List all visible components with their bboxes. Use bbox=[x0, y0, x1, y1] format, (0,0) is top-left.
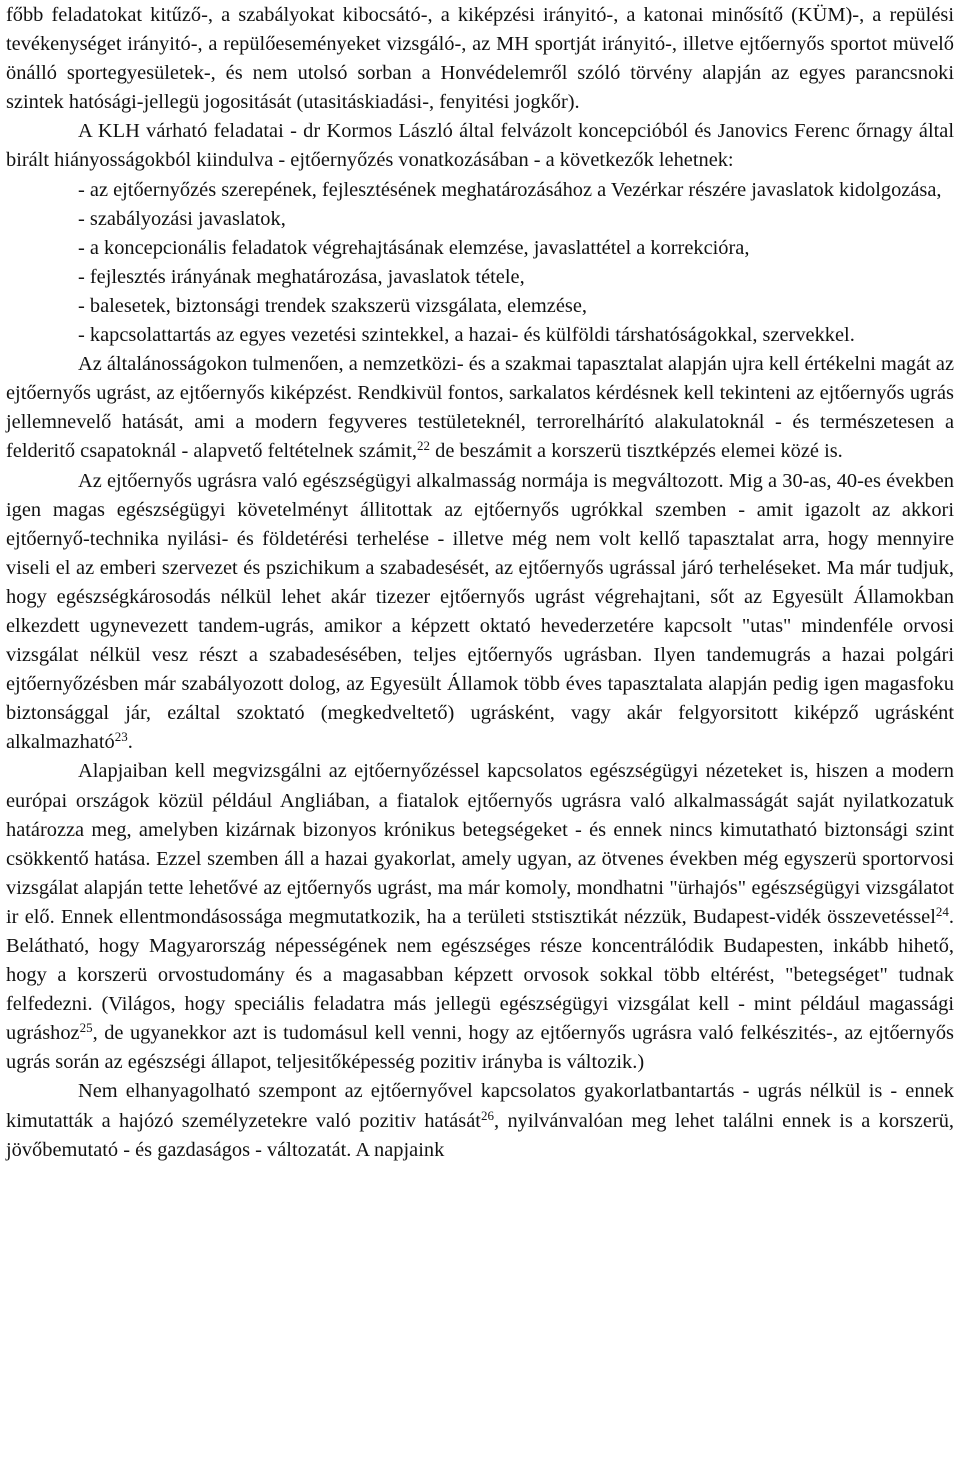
text-run: főbb feladatokat kitűző-, a szabályokat kibocsátó-, a kiképzési irányitó-, a katonai minősítő (KÜM)-, a repülési tevékenységet irányitó-, a repülőeseményeket vizsgáló-, az MH sportját irányitó-, illetve ejtőernyős sportot müvelő önálló sportegyesületek-, és nem utolsó sorban a Honvédelemről szóló törvény alapján az egyes parancsnoki szintek hatósági-jellegü jogositását (utasitáskiadási-, fenyitési jogkőr). bbox=[6, 4, 954, 114]
footnote-ref: 25 bbox=[79, 1020, 93, 1036]
text-run: - a koncepcionális feladatok végrehajtásának elemzése, javaslattétel a korrekcióra, bbox=[78, 236, 750, 259]
list-item bbox=[6, 205, 954, 234]
text-run: - kapcsolattartás az egyes vezetési szintekkel, a hazai- és külföldi társhatóságokkal, szervekkel. bbox=[78, 324, 855, 347]
text-run: - fejlesztés irányának meghatározása, javaslatok tétele, bbox=[78, 265, 525, 288]
text-run: . bbox=[127, 731, 133, 754]
text-run: Az általánosságokon tulmenően, a nemzetközi- és a szakmai tapasztalat alapján ujra kell értékelni magát az ejtőernyős ugrást, az ejtőernyős kiképzést. Rendkivül fontos, sarkalatos kérdésnek kell tekinteni az ejtőernyős ugrás jellemnevelő hatását, ami a modern fegyveres testületeknél, terrorelhárító alakulatoknál - és természetesen a felderitő csapatoknál - alapvető feltételnek számit, bbox=[6, 353, 954, 463]
text-run: Alapjaiban kell megvizsgálni az ejtőernyőzéssel kapcsolatos egészségügyi nézeteket is, hiszen a modern európai országok közül például Angliában, a fiatalok ejtőernyős ugrásra való alkalmasságát saját nyilatkozatuk határozza meg, amelyben kizárnak bizonyos krónikus betegségeket - és ennek nincs kimutatható biztonsági szint csökkentő hatása. Ezzel szemben áll a hazai gyakorlat, amely ugyan, az ötvenes években még egyszerü sportorvosi vizsgálat alapján tette lehetővé az ejtőernyős ugrást, ma már komoly, mondhatni "ürhajós" egészségügyi vizsgálatot ir elő. Ennek ellentmondásossága megmutatkozik, ha a területi ststisztikát nézzük, Budapest-vidék összevetéssel bbox=[6, 760, 954, 928]
list-item bbox=[6, 292, 954, 321]
text-run: - balesetek, biztonsági trendek szakszerü vizsgálata, elemzése, bbox=[78, 294, 587, 317]
footnote-ref: 22 bbox=[417, 438, 431, 454]
footnote-ref: 24 bbox=[935, 903, 949, 919]
paragraph bbox=[6, 757, 954, 1077]
text-run: A KLH várható feladatai - dr Kormos László által felvázolt koncepcióból és Janovics Ferenc őrnagy által birált hiányosságokból kiindulva - ejtőernyőzés vonatkozásában - a következők lehetnek: bbox=[6, 120, 954, 172]
paragraph bbox=[6, 467, 954, 758]
footnote-ref: 26 bbox=[480, 1107, 494, 1123]
paragraph bbox=[6, 1077, 954, 1164]
text-run: . Belátható, hogy Magyarország népességének nem egészséges része koncentrálódik Budapesten, inkább hihető, hogy a korszerü orvostudomány és a magasabban képzett orvosok sokkal több eltérést, "betegséget" tudnak felfedezni. (Világos, hogy speciális feladatra más jellegü egészségügyi vizsgálat kell - mint például magassági ugráshoz bbox=[6, 905, 954, 1045]
paragraph bbox=[6, 1, 954, 117]
list-item bbox=[6, 321, 954, 350]
paragraph bbox=[6, 350, 954, 466]
text-run: de beszámit a korszerü tisztképzés elemei közé is. bbox=[430, 440, 843, 463]
list-item bbox=[6, 176, 954, 205]
list-item bbox=[6, 263, 954, 292]
text-run: Nem elhanyagolható szempont az ejtőernyővel kapcsolatos gyakorlatbantartás - ugrás nélkül is - ennek kimutatták a hajózó személyzetekre való pozitiv hatását bbox=[6, 1080, 954, 1132]
text-run: , de ugyanekkor azt is tudomásul kell venni, hogy az ejtőernyős ugrásra való felkészités-, az ejtőernyős ugrás során az egészségi állapot, teljesitőképesség pozitiv irányba is változik.) bbox=[6, 1022, 954, 1074]
text-run: - az ejtőernyőzés szerepének, fejlesztésének meghatározásához a Vezérkar részére javaslatok kidolgozása, bbox=[78, 178, 942, 201]
paragraph bbox=[6, 117, 954, 175]
text-run: Az ejtőernyős ugrásra való egészségügyi alkalmasság normája is megváltozott. Mig a 30-as, 40-es években igen magas egészségügyi követelményt állitottak az ejtőernyős ugrókkal szemben - amit igazolt az akkori ejtőernyő-technika nyilási- és földetérési terhelése - illetve még nem volt kellő tapasztalat arra, hogy mennyire viseli el az emberi szervezet és pszichikum a szabadesését, az ejtőernyős ugrással járó terheléseket. Ma már tudjuk, hogy egészségkárosodás nélkül lehet akár tizezer ejtőernyős ugrást végrehajtani, sőt az Egyesült Államokban elkezdett ugynevezett tandem-ugrás, amikor a képzett oktató hevederzetére kapcsolt "utas" mindenféle orvosi vizsgálat nélkül vesz részt a szabadesésében, teljes ejtőernyős ugrásban. Ilyen tandemugrás a hazai polgári ejtőernyőzésben már szabályozott dolog, az Egyesült Államok több éves tapasztalata alapján pedig igen magasfoku biztonsággal jár, ezáltal szoktató (megkedveltető) ugrásként, vagy akár felgyorsitott kiképző ugrásként alkalmazható bbox=[6, 469, 954, 754]
text-run: , nyilvánvalóan meg lehet találni ennek is a korszerü, jövőbemutató - és gazdaságos - változatát. A napjaink bbox=[6, 1109, 954, 1161]
text-run: - szabályozási javaslatok, bbox=[78, 207, 286, 230]
footnote-ref: 23 bbox=[114, 729, 128, 745]
list-item bbox=[6, 234, 954, 263]
